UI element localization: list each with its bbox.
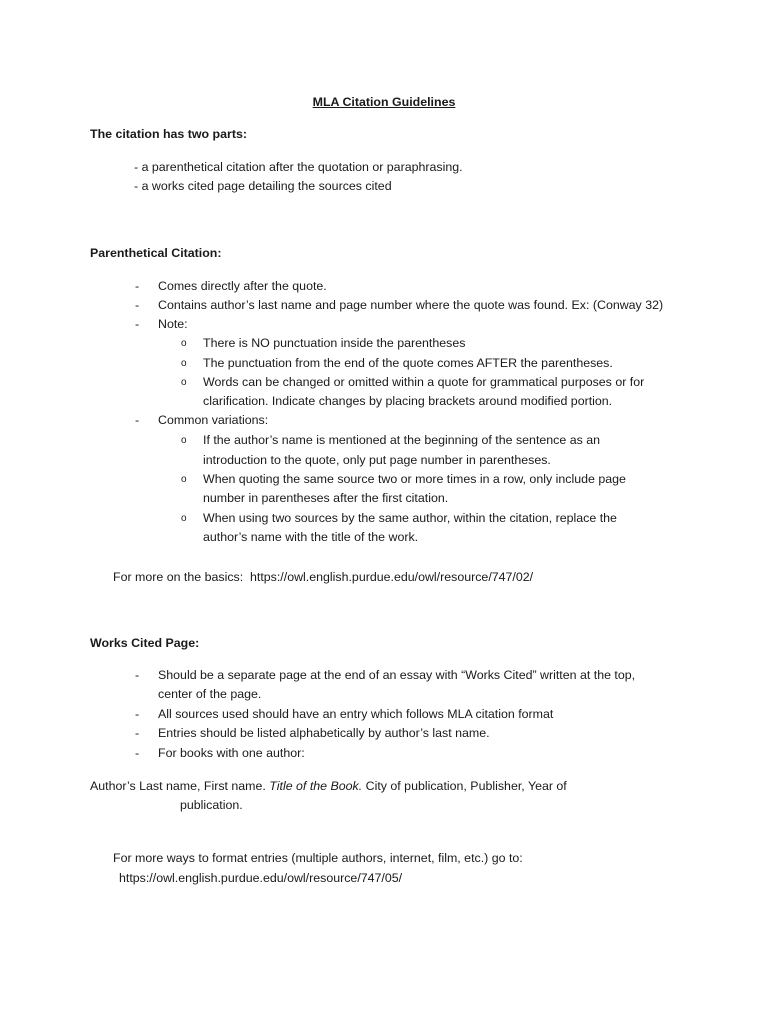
more-formats-url[interactable]: https://owl.english.purdue.edu/owl/resource/747/05/ — [119, 871, 403, 885]
dash-bullet: - — [135, 413, 140, 427]
sub-list-item-continued: author’s name with the title of the work. — [203, 530, 419, 544]
intro-item: - a works cited page detailing the sources cited — [134, 179, 392, 193]
circle-bullet: o — [181, 435, 187, 446]
dash-bullet: - — [135, 668, 140, 682]
citation-example-title: Title of the Book. — [269, 779, 363, 793]
sub-list-item-continued: number in parentheses after the first citation. — [203, 491, 449, 505]
circle-bullet: o — [181, 338, 187, 349]
page-title: MLA Citation Guidelines — [312, 95, 456, 109]
works-cited-heading: Works Cited Page: — [90, 636, 200, 650]
list-item: Note: — [158, 317, 188, 331]
circle-bullet: o — [181, 358, 187, 369]
list-item: All sources used should have an entry which follows MLA citation format — [158, 707, 554, 721]
sub-list-item-continued: introduction to the quote, only put page number in parentheses. — [203, 453, 551, 467]
list-item: For books with one author: — [158, 746, 305, 760]
citation-example-author: Author’s Last name, First name. — [90, 779, 266, 793]
sub-list-item: There is NO punctuation inside the parentheses — [203, 336, 466, 350]
sub-list-item: Words can be changed or omitted within a quote for grammatical purposes or for — [203, 375, 645, 389]
basics-url[interactable]: https://owl.english.purdue.edu/owl/resource/747/02/ — [250, 570, 534, 584]
more-formats-text: For more ways to format entries (multiple authors, internet, film, etc.) go to: — [113, 851, 523, 865]
circle-bullet: o — [181, 474, 187, 485]
dash-bullet: - — [135, 746, 140, 760]
dash-bullet: - — [135, 279, 140, 293]
sub-list-item: When using two sources by the same author, within the citation, replace the — [203, 511, 617, 525]
dash-bullet: - — [135, 317, 140, 331]
dash-bullet: - — [135, 707, 140, 721]
list-item: Common variations: — [158, 413, 269, 427]
basics-link-label: For more on the basics: — [113, 570, 244, 584]
circle-bullet: o — [181, 513, 187, 524]
list-item: Should be a separate page at the end of an essay with “Works Cited” written at the top, — [158, 668, 636, 682]
parenthetical-heading: Parenthetical Citation: — [90, 246, 222, 260]
dash-bullet: - — [135, 298, 140, 312]
list-item-continued: center of the page. — [158, 687, 262, 701]
list-item: Entries should be listed alphabetically by author’s last name. — [158, 726, 490, 740]
list-item: Comes directly after the quote. — [158, 279, 327, 293]
sub-list-item: If the author’s name is mentioned at the beginning of the sentence as an — [203, 433, 601, 447]
sub-list-item-continued: clarification. Indicate changes by placing brackets around modified portion. — [203, 394, 613, 408]
citation-example — [90, 777, 567, 796]
dash-bullet: - — [135, 726, 140, 740]
list-item: Contains author’s last name and page number where the quote was found. Ex: (Conway 32) — [158, 298, 664, 312]
citation-example-details: City of publication, Publisher, Year of — [365, 779, 567, 793]
citation-example-continued: publication. — [180, 798, 243, 812]
intro-item: - a parenthetical citation after the quotation or paraphrasing. — [134, 160, 463, 174]
sub-list-item: The punctuation from the end of the quote comes AFTER the parentheses. — [203, 356, 613, 370]
intro-heading: The citation has two parts: — [90, 127, 247, 141]
circle-bullet: o — [181, 377, 187, 388]
sub-list-item: When quoting the same source two or more times in a row, only include page — [203, 472, 626, 486]
